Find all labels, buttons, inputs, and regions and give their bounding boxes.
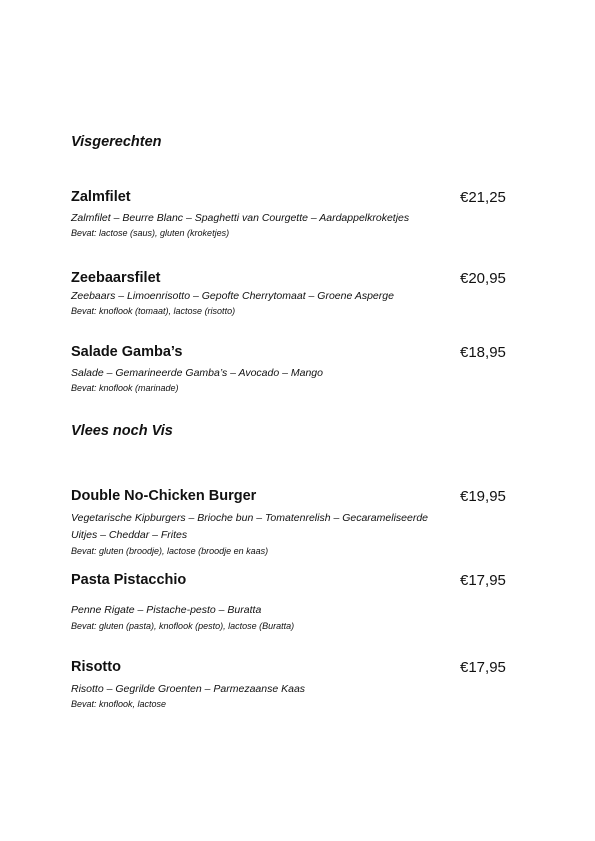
dish-price: €17,95 xyxy=(460,572,506,589)
dish-allergens: Bevat: gluten (pasta), knoflook (pesto), lactose (Buratta) xyxy=(71,621,295,631)
dish-name: Double No-Chicken Burger xyxy=(71,488,257,504)
dish-zalmfilet xyxy=(71,189,511,240)
dish-pasta-pistacchio xyxy=(71,572,511,633)
dish-price: €17,95 xyxy=(460,659,506,676)
dish-name: Risotto xyxy=(71,659,121,675)
dish-description-line: Vegetarische Kipburgers – Brioche bun – Tomatenrelish – Gecarameliseerde xyxy=(71,512,429,524)
dish-price: €19,95 xyxy=(460,488,506,505)
dish-allergens: Bevat: lactose (saus), gluten (kroketjes) xyxy=(71,228,230,238)
dish-price: €20,95 xyxy=(460,270,506,287)
dish-salade-gambas xyxy=(71,344,511,395)
section-title-visgerechten: Visgerechten xyxy=(71,134,162,150)
dish-description: Zalmfilet – Beurre Blanc – Spaghetti van Courgette – Aardappelkroketjes xyxy=(71,212,410,224)
dish-allergens: Bevat: gluten (broodje), lactose (broodje en kaas) xyxy=(71,546,269,556)
dish-name: Salade Gamba’s xyxy=(71,344,183,360)
dish-allergens: Bevat: knoflook (marinade) xyxy=(71,383,179,393)
dish-risotto xyxy=(71,659,511,711)
section-title-vlees-noch-vis: Vlees noch Vis xyxy=(71,423,173,439)
dish-double-no-chicken-burger xyxy=(71,488,511,558)
dish-allergens: Bevat: knoflook (tomaat), lactose (risotto) xyxy=(71,306,236,316)
dish-description: Zeebaars – Limoenrisotto – Gepofte Cherrytomaat – Groene Asperge xyxy=(71,290,394,302)
dish-price: €21,25 xyxy=(460,189,506,206)
dish-description-line: Uitjes – Cheddar – Frites xyxy=(71,529,188,541)
dish-description: Penne Rigate – Pistache-pesto – Buratta xyxy=(71,604,262,616)
dish-zeebaarsfilet xyxy=(71,270,511,318)
dish-price: €18,95 xyxy=(460,344,506,361)
dish-description: Risotto – Gegrilde Groenten – Parmezaanse Kaas xyxy=(71,683,306,695)
dish-description: Salade – Gemarineerde Gamba’s – Avocado – Mango xyxy=(71,367,323,379)
dish-allergens: Bevat: knoflook, lactose xyxy=(71,699,167,709)
dish-name: Pasta Pistacchio xyxy=(71,572,187,588)
dish-name: Zalmfilet xyxy=(71,189,131,205)
dish-name: Zeebaarsfilet xyxy=(71,270,161,286)
